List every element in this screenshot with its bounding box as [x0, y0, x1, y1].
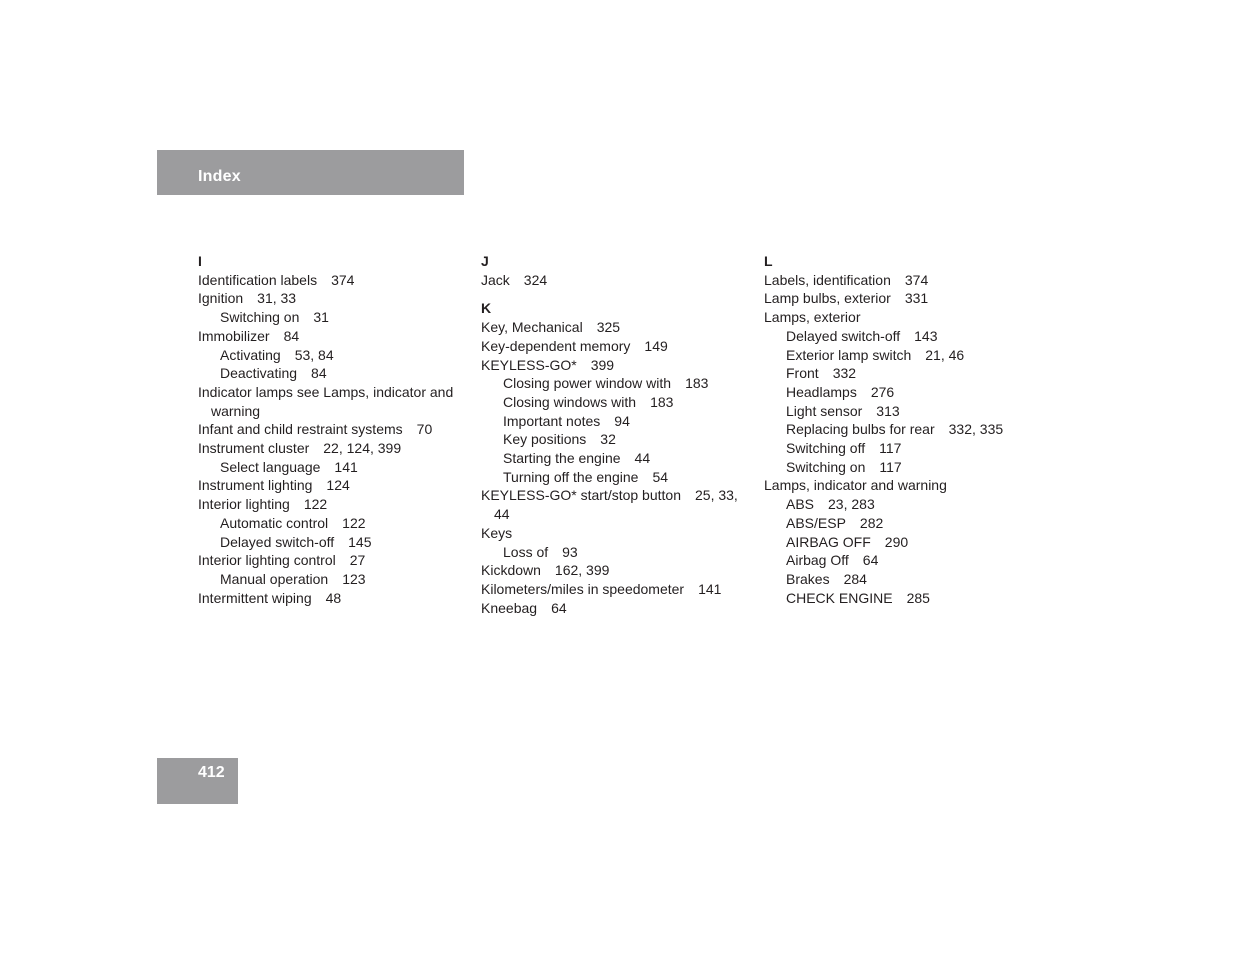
index-entry	[198, 589, 460, 608]
entry-page-ref[interactable]: 122	[342, 514, 366, 531]
entry-text: Lamps, indicator and warning	[764, 477, 947, 494]
entry-page-ref[interactable]: 290	[884, 533, 909, 550]
index-entry	[481, 599, 743, 618]
index-entry	[481, 356, 743, 375]
index-entry	[198, 420, 460, 439]
entry-page-ref[interactable]: 48	[325, 589, 342, 606]
entry-text: Delayed switch-off	[786, 327, 901, 344]
entry-text: Automatic control	[220, 514, 329, 531]
entry-page-ref[interactable]: 31	[313, 309, 329, 326]
entry-page-ref[interactable]: 313	[876, 402, 900, 419]
index-entry	[764, 308, 1026, 327]
index-entry	[198, 383, 460, 420]
entry-text: Ignition	[198, 290, 244, 307]
entry-text: Key, Mechanical	[481, 319, 583, 336]
index-subentry	[764, 327, 1026, 346]
index-entry	[481, 271, 743, 290]
entry-page-ref[interactable]: 332	[832, 365, 857, 382]
index-entry	[198, 476, 460, 495]
index-section-i	[198, 252, 460, 607]
entry-page-ref[interactable]: 374	[331, 271, 355, 288]
index-subentry	[764, 514, 1026, 533]
entry-page-ref[interactable]: 124	[326, 477, 350, 494]
entry-page-ref[interactable]: 162, 399	[554, 562, 610, 579]
entry-text: Lamp bulbs, exterior	[764, 290, 891, 307]
index-entry	[198, 495, 460, 514]
entry-text: Instrument cluster	[198, 440, 310, 457]
entry-page-ref[interactable]: 21, 46	[925, 346, 965, 363]
entry-page-ref[interactable]: 324	[523, 271, 548, 288]
entry-page-ref[interactable]: 64	[862, 552, 879, 569]
entry-page-ref[interactable]: 399	[590, 356, 615, 373]
entry-text: AIRBAG OFF	[786, 533, 871, 550]
index-column-2	[481, 252, 743, 617]
entry-page-ref[interactable]: 143	[914, 327, 938, 344]
page-number-tab	[157, 758, 238, 804]
entry-page-ref[interactable]: 284	[843, 570, 867, 587]
entry-page-ref[interactable]: 183	[650, 393, 674, 410]
entry-text: Kneebag	[481, 599, 538, 616]
entry-text: Switching on	[786, 458, 866, 475]
index-entry	[481, 561, 743, 580]
index-entry	[764, 289, 1026, 308]
index-subentry	[764, 364, 1026, 383]
entry-page-ref[interactable]: 23, 283	[828, 496, 875, 513]
index-letter-heading: K	[481, 300, 492, 317]
entry-text: Infant and child restraint systems	[198, 421, 403, 438]
entry-page-ref[interactable]: 31, 33	[257, 290, 297, 307]
entry-page-ref[interactable]: 141	[334, 458, 358, 475]
entry-text: Replacing bulbs for rear	[786, 421, 935, 438]
page-title: Index	[198, 168, 241, 185]
entry-page-ref[interactable]: 149	[644, 337, 668, 354]
entry-text: Brakes	[786, 570, 830, 587]
entry-text: Headlamps	[786, 383, 857, 400]
entry-page-ref[interactable]: 84	[283, 327, 300, 344]
index-subentry	[764, 346, 1026, 365]
entry-page-ref[interactable]: 84	[311, 365, 327, 382]
entry-text: Immobilizer	[198, 327, 270, 344]
index-subentry	[764, 533, 1026, 552]
entry-page-ref[interactable]: 70	[416, 421, 433, 438]
entry-page-ref[interactable]: 276	[870, 383, 895, 400]
index-entry	[481, 318, 743, 337]
entry-text: Airbag Off	[786, 552, 849, 569]
entry-text: Select language	[220, 458, 321, 475]
index-subentry	[198, 308, 460, 327]
index-entry	[198, 327, 460, 346]
entry-page-ref[interactable]: 183	[685, 375, 709, 392]
entry-text: Front	[786, 365, 819, 382]
index-subentry	[481, 412, 743, 431]
entry-text: Exterior lamp switch	[786, 346, 912, 363]
entry-page-ref[interactable]: 117	[879, 440, 902, 457]
index-subentry	[764, 420, 1026, 439]
index-subentry	[764, 439, 1026, 458]
index-subentry	[481, 374, 743, 393]
index-entry	[198, 289, 460, 308]
entry-text: Loss of	[503, 543, 549, 560]
entry-page-ref[interactable]: 27	[349, 552, 366, 569]
index-header-tab	[157, 150, 464, 195]
entry-text: Keys	[481, 524, 513, 541]
entry-text: Labels, identification	[764, 271, 891, 288]
entry-text: Closing power window with	[503, 375, 672, 392]
entry-text: Intermittent wiping	[198, 589, 312, 606]
entry-text: Interior lighting	[198, 496, 290, 513]
entry-text: Kickdown	[481, 562, 541, 579]
index-subentry	[764, 551, 1026, 570]
entry-text: ABS/ESP	[786, 514, 846, 531]
entry-text: Instrument lighting	[198, 477, 313, 494]
entry-page-ref[interactable]: 94	[614, 412, 630, 429]
index-entry	[481, 486, 743, 523]
entry-page-ref[interactable]: 325	[596, 319, 621, 336]
entry-text: Deactivating	[220, 365, 298, 382]
index-entry	[481, 580, 743, 599]
entry-text: Activating	[220, 346, 281, 363]
entry-text: Key positions	[503, 431, 587, 448]
index-subentry	[198, 533, 460, 552]
entry-page-ref[interactable]: 53, 84	[294, 346, 334, 363]
entry-page-ref[interactable]: 145	[348, 533, 372, 550]
entry-page-ref[interactable]: 32	[600, 431, 616, 448]
index-subentry	[764, 589, 1026, 608]
entry-text: Important notes	[503, 412, 601, 429]
index-subentry	[481, 543, 743, 562]
entry-page-ref[interactable]: 25, 33, 44	[494, 487, 738, 523]
entry-text: Key-dependent memory	[481, 337, 631, 354]
index-subentry	[481, 449, 743, 468]
index-subentry	[198, 514, 460, 533]
entry-text: Delayed switch-off	[220, 533, 335, 550]
entry-text: Switching on	[220, 309, 300, 326]
entry-text: Identification labels	[198, 271, 318, 288]
entry-text: Closing windows with	[503, 393, 637, 410]
entry-text: Starting the engine	[503, 450, 621, 467]
entry-text: Interior lighting control	[198, 552, 336, 569]
entry-text: Jack	[481, 271, 510, 288]
index-subentry	[481, 393, 743, 412]
index-column-1	[198, 252, 460, 607]
index-subentry	[764, 458, 1026, 477]
index-entry	[481, 337, 743, 356]
index-subentry	[198, 364, 460, 383]
index-subentry	[764, 402, 1026, 421]
entry-page-ref[interactable]: 282	[859, 514, 884, 531]
index-subentry	[198, 458, 460, 477]
index-letter-heading: I	[198, 253, 202, 269]
entry-page-ref[interactable]: 93	[562, 543, 578, 560]
entry-text: Switching off	[786, 440, 866, 457]
entry-page-ref[interactable]: 331	[904, 290, 929, 307]
index-entry	[764, 271, 1026, 290]
entry-page-ref[interactable]: 123	[342, 570, 366, 587]
index-subentry	[764, 570, 1026, 589]
entry-page-ref[interactable]: 22, 124, 399	[323, 440, 402, 457]
entry-text: Kilometers/miles in speedometer	[481, 580, 685, 597]
index-entry	[198, 439, 460, 458]
entry-page-ref[interactable]: 285	[906, 589, 930, 606]
index-letter-heading: J	[481, 253, 489, 269]
index-section-j	[481, 252, 743, 289]
index-entry	[481, 524, 743, 543]
index-subentry	[481, 430, 743, 449]
index-subentry	[198, 346, 460, 365]
entry-page-ref[interactable]: 122	[303, 496, 328, 513]
entry-page-ref[interactable]: 64	[551, 599, 567, 616]
page-number: 412	[198, 764, 225, 781]
index-entry	[198, 271, 460, 290]
index-section-k	[481, 299, 743, 617]
index-entry	[764, 476, 1026, 495]
entry-page-ref[interactable]: 54	[652, 468, 669, 485]
entry-text: Manual operation	[220, 570, 329, 587]
entry-page-ref[interactable]: 332, 335	[948, 421, 1004, 438]
index-subentry	[198, 570, 460, 589]
entry-text: Indicator lamps see Lamps, indicator and warning	[198, 383, 454, 419]
entry-text: KEYLESS-GO*	[481, 356, 577, 373]
entry-text: Turning off the engine	[503, 468, 639, 485]
entry-page-ref[interactable]: 141	[698, 580, 722, 597]
entry-text: Light sensor	[786, 402, 863, 419]
entry-text: KEYLESS-GO* start/stop button	[481, 487, 681, 504]
index-subentry	[481, 468, 743, 487]
entry-text: Lamps, exterior	[764, 309, 861, 326]
index-subentry	[764, 383, 1026, 402]
entry-page-ref[interactable]: 374	[904, 271, 929, 288]
index-column-3	[764, 252, 1026, 607]
index-letter-heading: L	[764, 253, 773, 269]
entry-text: ABS	[786, 496, 815, 513]
entry-page-ref[interactable]: 44	[634, 450, 651, 467]
entry-text: CHECK ENGINE	[786, 589, 893, 606]
index-section-l	[764, 252, 1026, 607]
entry-page-ref[interactable]: 117	[879, 458, 902, 475]
index-subentry	[764, 495, 1026, 514]
index-entry	[198, 551, 460, 570]
